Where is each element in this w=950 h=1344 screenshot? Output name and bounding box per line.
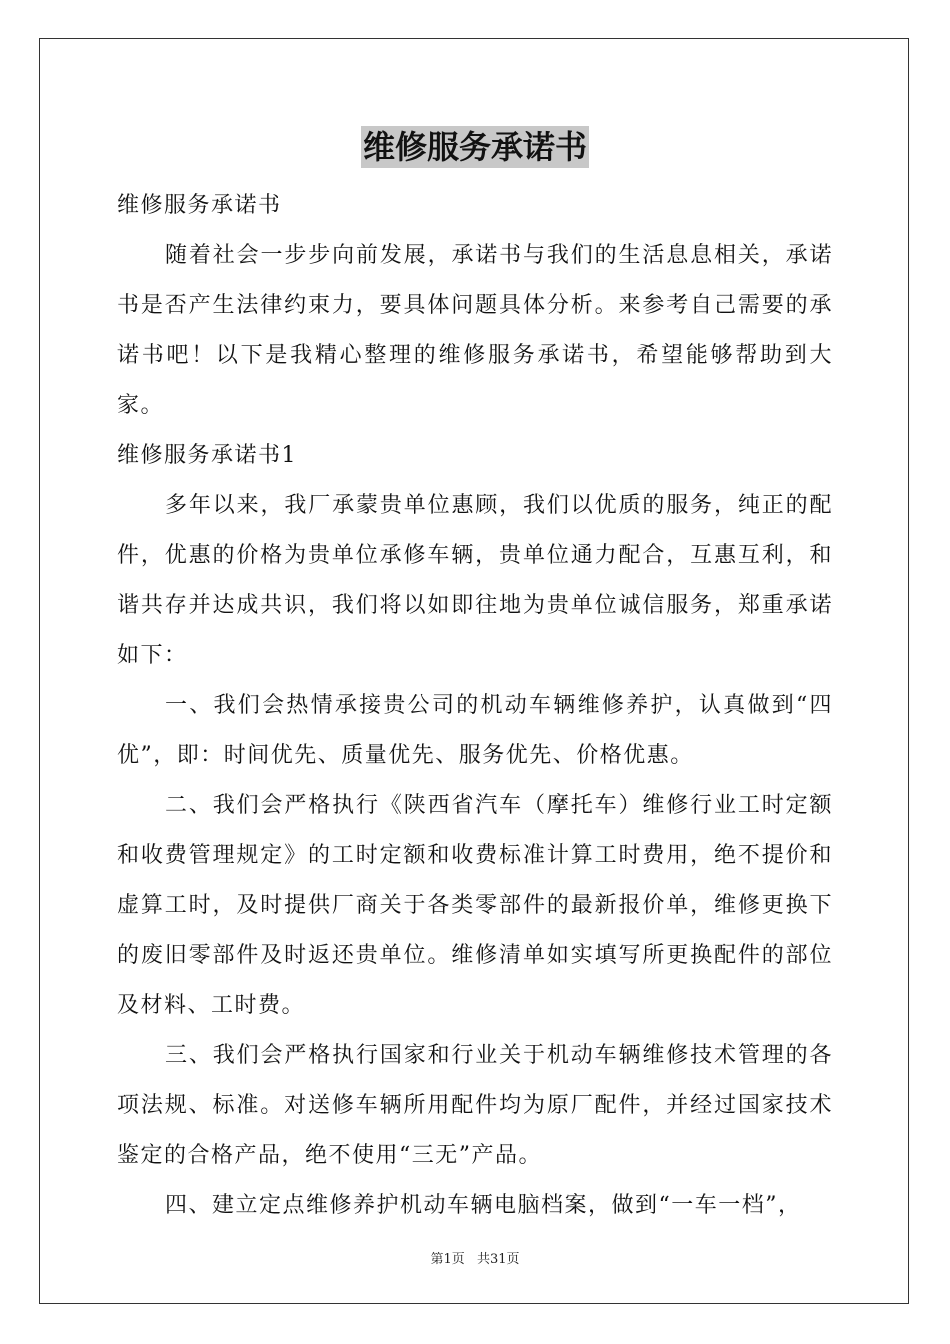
section-heading: 维修服务承诺书1 [117, 443, 297, 468]
page-number: 第1页 [430, 1252, 465, 1267]
commitment-item-1: 一、我们会热情承接贵公司的机动车辆维修养护，认真做到“四优”，即：时间优先、质量优先、服务优先、价格优惠。 [117, 693, 833, 768]
body-paragraph: 多年以来，我厂承蒙贵单位惠顾，我们以优质的服务，纯正的配件，优惠的价格为贵单位承修车辆，贵单位通力配合，互惠互利，和谐共存并达成共识，我们将以如即往地为贵单位诚信服务，郑重承诺如下： [117, 493, 833, 668]
commitment-item-2: 二、我们会严格执行《陕西省汽车（摩托车）维修行业工时定额和收费管理规定》的工时定额和收费标准计算工时费用，绝不提价和虚算工时，及时提供厂商关于各类零部件的最新报价单，维修更换下的废旧零部件及时返还贵单位。维修清单如实填写所更换配件的部位及材料、工时费。 [117, 793, 833, 1018]
commitment-item-3: 三、我们会严格执行国家和行业关于机动车辆维修技术管理的各项法规、标准。对送修车辆所用配件均为原厂配件，并经过国家技术鉴定的合格产品，绝不使用“三无”产品。 [117, 1043, 833, 1168]
commitment-item-4: 四、建立定点维修养护机动车辆电脑档案，做到“一车一档”， [165, 1193, 802, 1218]
page-total: 共31页 [476, 1252, 520, 1267]
subtitle-line: 维修服务承诺书 [117, 193, 282, 218]
document-title [0, 126, 950, 168]
document-body [117, 181, 833, 1231]
document-title-text: 维修服务承诺书 [362, 128, 587, 166]
intro-paragraph: 随着社会一步步向前发展，承诺书与我们的生活息息相关，承诺书是否产生法律约束力，要具体问题具体分析。来参考自己需要的承诺书吧！以下是我精心整理的维修服务承诺书，希望能够帮助到大家。 [117, 243, 833, 418]
page-footer [0, 1248, 950, 1267]
